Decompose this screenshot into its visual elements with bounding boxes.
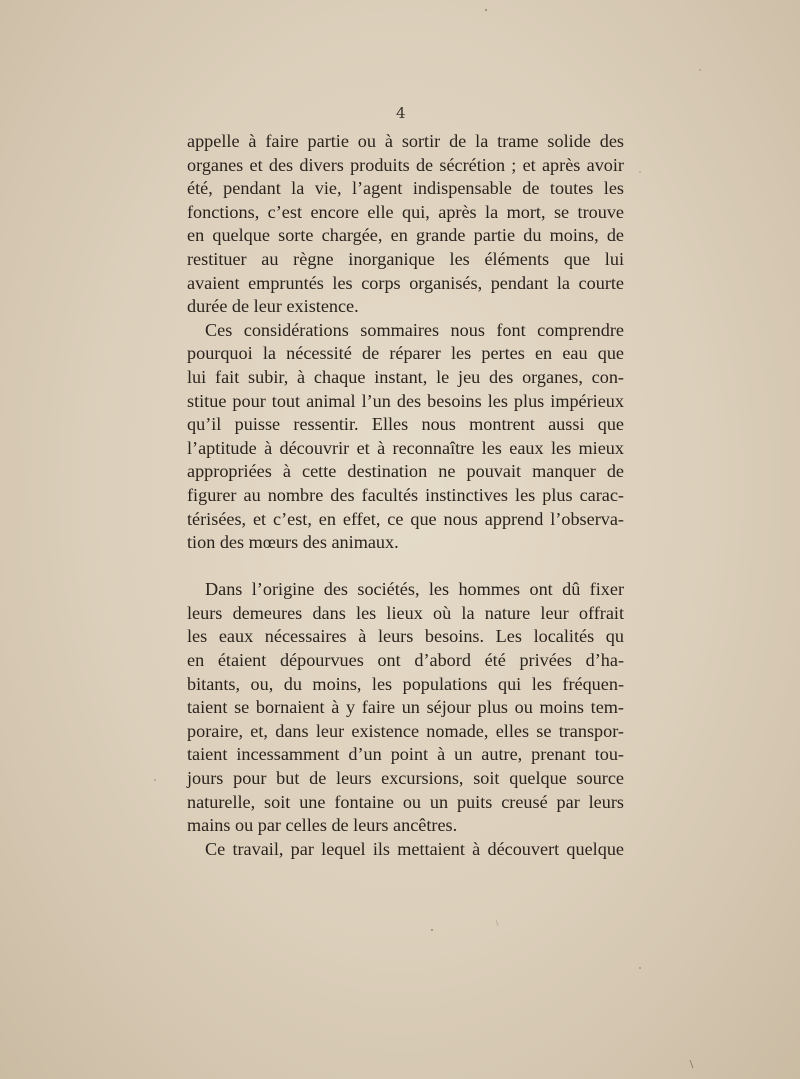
text-line: en étaient dépourvues ont d’abord été privées d’ha- [187,650,624,671]
text-line: pourquoi la nécessité de réparer les pertes en eau que [187,343,624,364]
paragraph-gap [187,555,624,579]
text-line: Ce travail, par lequel ils mettaient à découvert quelque [205,838,624,859]
text-line: leurs demeures dans les lieux où la nature leur offrait [187,602,624,623]
text-line: avaient empruntés les corps organisés, pendant la courte [187,272,624,293]
text-line: l’aptitude à découvrir et à reconnaître les eaux les mieux [187,437,624,458]
text-line: en quelque sorte chargée, en grande partie du moins, de [187,225,624,246]
paragraph-4 [187,838,624,862]
text-line: appropriées à cette destination ne pouvait manquer de [187,461,624,482]
body-text [187,130,624,861]
text-line: naturelle, soit une fontaine ou un puits creusé par leurs [187,791,624,812]
text-line: restituer au règne inorganique les éléments que lui [187,248,624,269]
text-line: durée de leur existence. [187,296,359,317]
text-line: fonctions, c’est encore elle qui, après la mort, se trouve [187,201,624,222]
text-line: qu’il puisse ressentir. Elles nous montrent aussi que [187,414,624,435]
text-line: été, pendant la vie, l’agent indispensable de toutes les [187,178,624,199]
text-line: appelle à faire partie ou à sortir de la trame solide des [187,131,624,151]
text-line: stitue pour tout animal l’un des besoins les plus impérieux [187,390,624,411]
text-line: les eaux nécessaires à leurs besoins. Les localités qu [187,626,624,647]
page-number: 4 [396,104,406,122]
paragraph-3 [187,578,624,838]
text-line: térisées, et c’est, en effet, ce que nous apprend l’observa- [187,508,624,529]
text-line: taient se bornaient à y faire un séjour plus ou moins tem- [187,697,624,718]
text-line: Dans l’origine des sociétés, les hommes ont dû fixer [205,579,624,600]
text-line: figurer au nombre des facultés instinctives les plus carac- [187,484,624,505]
paragraph-1 [187,130,624,319]
text-line: Ces considérations sommaires nous font comprendre [205,319,624,340]
text-line: organes et des divers produits de sécrétion ; et après avoir [187,154,624,175]
text-line: jours pour but de leurs excursions, soit quelque source [187,768,624,789]
text-line: bitants, ou, du moins, les populations qui les fréquen- [187,673,624,694]
paragraph-2 [187,319,624,555]
text-line: lui fait subir, à chaque instant, le jeu des organes, con- [187,366,624,387]
text-line: tion des mœurs des animaux. [187,532,399,553]
text-line: taient incessamment d’un point à un autre, prenant tou- [187,744,624,765]
text-line: poraire, et, dans leur existence nomade, elles se transpor- [187,720,624,741]
text-line: mains ou par celles de leurs ancêtres. [187,815,458,836]
